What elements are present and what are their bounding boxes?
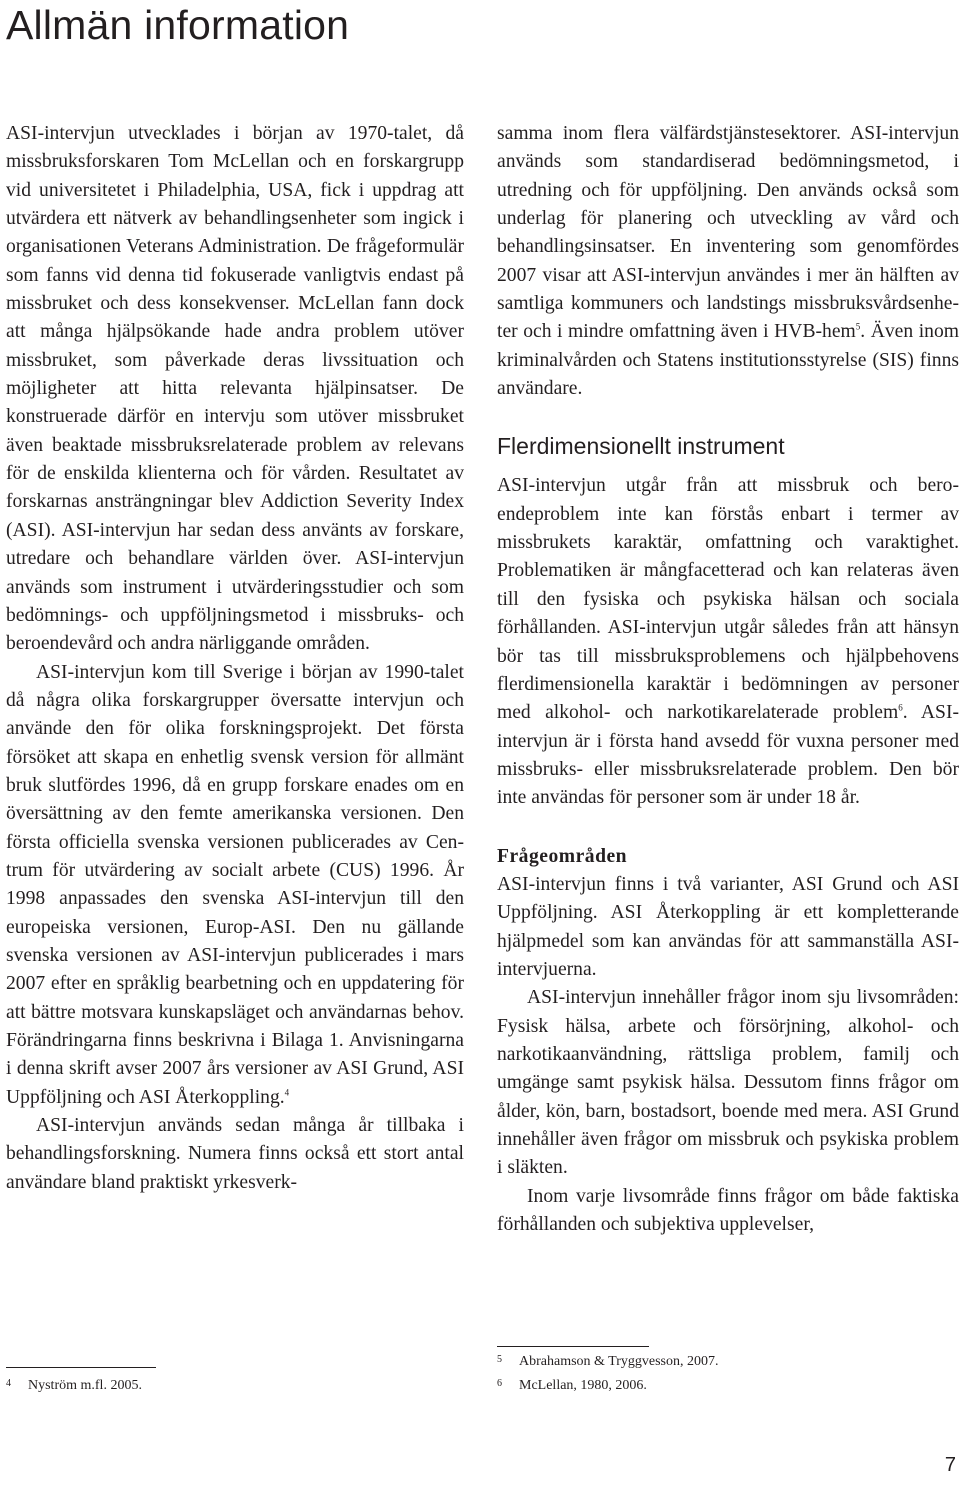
page-title: Allmän information [6,2,350,48]
paragraph-text: samma inom flera välfärdstjänstesektorer. ASI-intervjun används som standardiserad bedömningsmetod, i utredning och för uppföljning. Den används också som underlag för planering och utveckling av vård och behandlingsinsatser. En inventering som genomfördes 2007 visar att ASI-intervjun användes i mer än hälften av samtliga kommuners och landstings missbruksvårdsenheter och i mindre omfattning även i HVB-hem [497,123,959,343]
paragraph: ASI-intervjun innehåller frågor inom sju livsområden: Fysisk hälsa, arbete och försörjning, alkohol- och narkotikaanvändning, rättsliga problem, familj och umgänge samt psykisk hälsa. Dessutom finns frågor om ålder, kön, barn, bostadsort, boende med mera. ASI Grund innehåller även frågor om missbruk och psykiska problem i släkten. [497,987,959,1179]
footnote-text: Nyström m.fl. 2005. [28,1378,142,1393]
page-number: 7 [944,1454,956,1476]
footnote [497,1377,647,1395]
paragraph: Inom varje livsområde finns frågor om både faktiska förhållanden och subjektiva upplevelser, [497,1185,959,1236]
footnote-number: 5 [497,1354,502,1365]
footnote-divider [6,1367,156,1368]
paragraph: ASI-intervjun finns i två varianter, ASI Grund och ASI Uppföljning. ASI Återkoppling är ett kompletterande hjälpmedel som kan användas för att sammanställa ASI-intervjuerna. [497,873,959,980]
paragraph-text: . Även inom kriminalvården och Statens institutionsstyrelse (SIS) finns användare. [497,321,959,400]
footnote-ref[interactable]: 5 [855,321,861,332]
right-column [497,120,959,1239]
footnote-number: 6 [497,1378,502,1389]
paragraph [497,120,959,403]
paragraph-text: ASI-intervjun utgår från att missbruk och beroendeproblem inte kan förstås enbart i termer av missbrukets karaktär, omfattning och varaktighet. Problematiken är mångfacetterad och kan relateras även till den fysiska och psykiska hälsan och sociala förhållanden. ASI-intervjun utgår således från att hänsyn bör tas till missbruksproblemens och hjälpbehovens flerdimensionella karaktär i bedömningen av personer med alkohol- och narkotikarelaterade problem [497,475,959,724]
left-column [6,120,464,1197]
paragraph: ASI-intervjun används sedan många år tillbaka i behandlingsforskning. Numera finns också ett stort antal användare bland praktiskt yrkesverk- [6,1115,464,1193]
footnote [497,1353,719,1371]
paragraph [6,659,464,1113]
footnote [6,1377,142,1395]
footnote-ref[interactable]: 4 [284,1087,290,1098]
footnote-number: 4 [6,1378,11,1389]
footnote-divider [497,1346,649,1347]
section-heading: Frågeområden [497,845,628,867]
footnote-text: McLellan, 1980, 2006. [519,1378,647,1393]
paragraph: ASI-intervjun utvecklades i början av 1970-talet, då missbruksforskaren Tom McLellan och en forskargrupp vid universitetet i Philadelphia, USA, fick i uppdrag att utvärdera ett nätverk av behandlingsenheter som ingick i organisationen Veterans Administration. De frågeformulär som fanns vid denna tid fokuserade vanligtvis endast på missbruket och dess konsekvenser. McLellan fann dock att många hjälpsökande hade andra problem utöver missbruket, som påverkade deras livssituation och möjligheter att hitta relevanta hjälpinsatser. De konstruerade därför en intervju som utöver missbruket även beaktade missbruksrelaterade problem av relevans för de enskilda klienterna och för vården. Resultatet av forskarnas ansträngningar blev Addiction Severity Index (ASI). ASI-intervjun har sedan dess använts av forskare, utredare och behandlare världen över. ASI-intervjun används som instrument i utvärderingsstudier och som bedömnings- och uppföljningsmetod i missbruks- och beroendevård och andra närliggande områden. [6,123,464,655]
footnote-text: Abrahamson & Tryggvesson, 2007. [519,1354,719,1369]
footnote-ref[interactable]: 6 [898,702,903,713]
paragraph-text: ASI-intervjun kom till Sverige i början av 1990-talet då några olika forskargrupper översatte intervjun och använde den för olika forskningsprojekt. Det första försöket att skapa en enhetlig svensk version för allmänt bruk slutfördes 1996, då en grupp forskare enades om en översättning av den femte amerikanska versionen. Den första officiella svenska versionen publicerades av Centrum för utvärdering av socialt arbete (CUS) 1996. År 1998 anpassades den svenska ASI-intervjun till den europeiska versionen, Europ-ASI. Den nu gällande svenska versionen av ASI-intervjun publicerades i mars 2007 efter en språklig bearbetning och en uppdatering för att bättre motsvara kunskapsläget och användarnas behov. Förändringarna finns beskrivna i Bilaga 1. Anvisningarna i denna skrift avser 2007 års versioner av ASI Grund, ASI Uppföljning och ASI Återkoppling. [6,661,464,1108]
paragraph-text: . ASI-intervjun är i första hand avsedd för vuxna personer med missbruks- eller missbruksrelaterade problem. Den bör inte användas för personer som är under 18 år. [497,702,959,809]
paragraph [497,472,959,812]
section-heading: Flerdimensionellt instrument [497,433,785,460]
